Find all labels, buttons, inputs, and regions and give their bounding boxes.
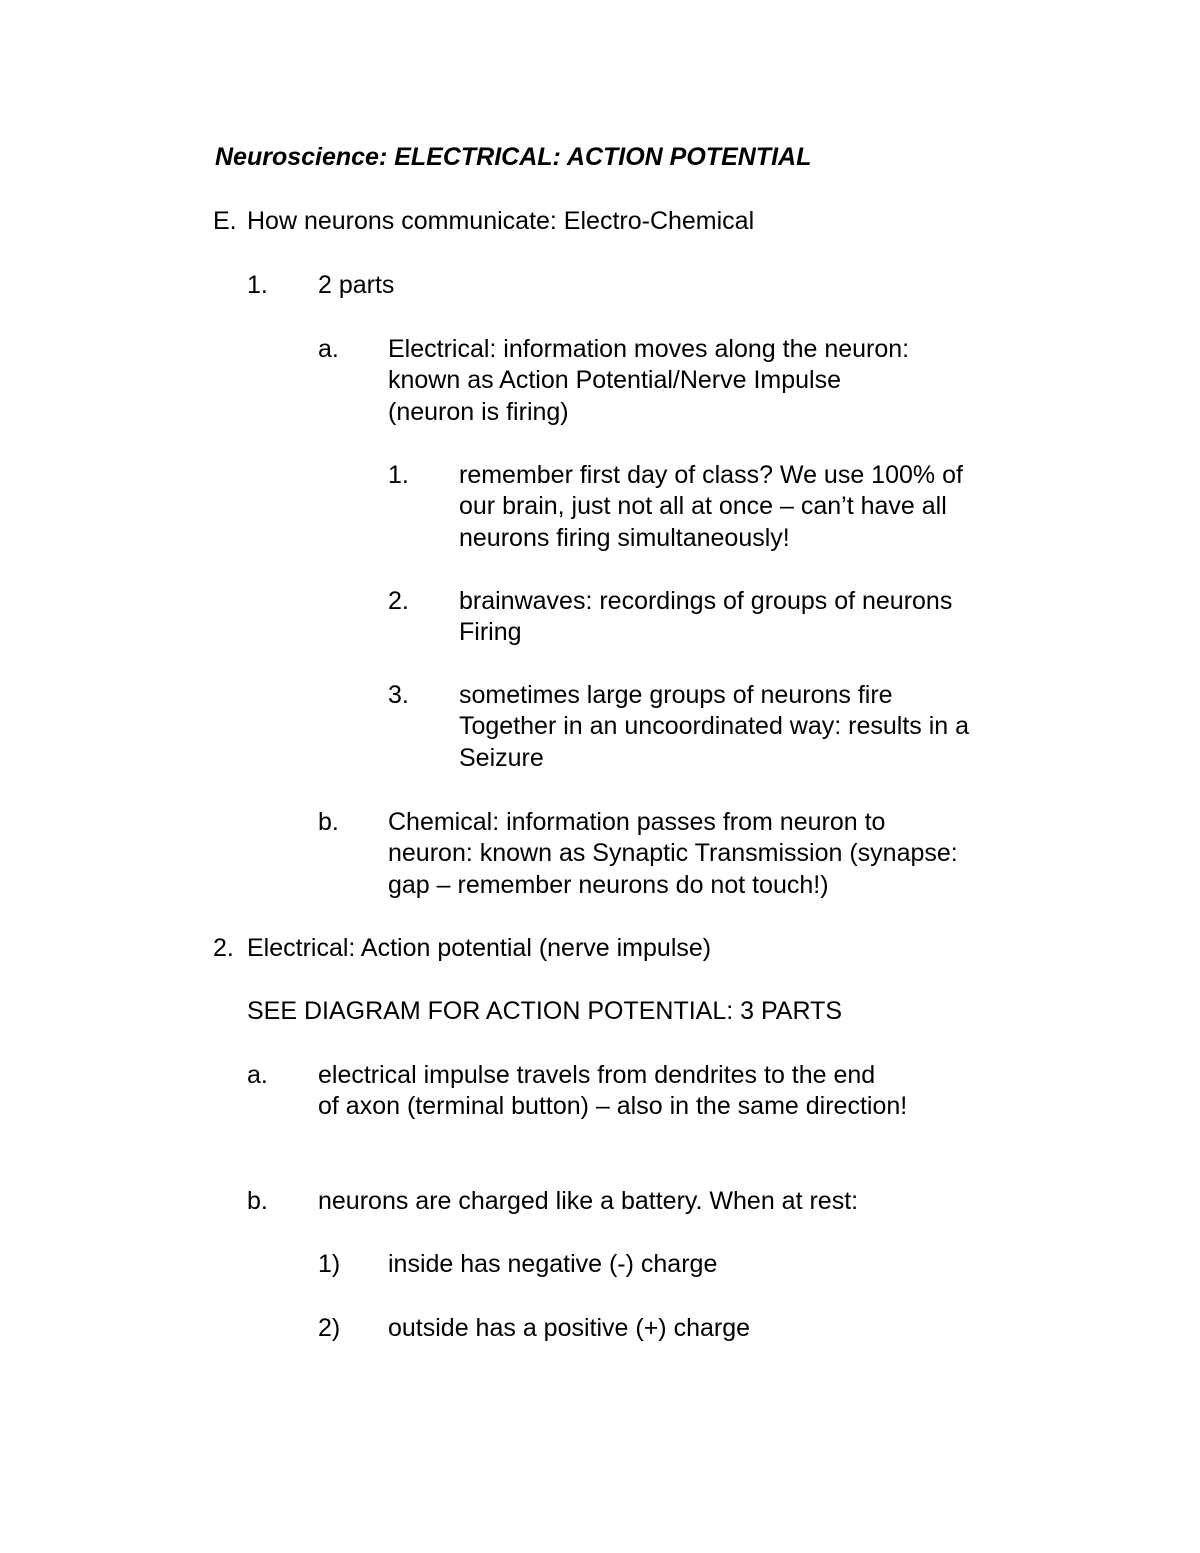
item-2b-marker: b.: [247, 1187, 268, 1215]
item-1-marker: 1.: [247, 271, 268, 299]
point-marker: 1): [318, 1250, 341, 1278]
point-text: outside has a positive (+) charge: [388, 1314, 751, 1342]
point-marker: 1.: [388, 461, 409, 489]
item-1a-line: Electrical: information moves along the neuron:: [388, 335, 910, 363]
point-marker: 2): [318, 1314, 341, 1342]
item-1-text: 2 parts: [318, 271, 395, 299]
document-title: Neuroscience: ELECTRICAL: ACTION POTENTIAL: [215, 143, 812, 171]
item-2-marker: 2.: [213, 934, 234, 962]
item-1b-line: Chemical: information passes from neuron to: [388, 808, 886, 836]
point-text: inside has negative (-) charge: [388, 1250, 718, 1278]
item-2a-line: of axon (terminal button) – also in the same direction!: [318, 1092, 908, 1120]
point-line: sometimes large groups of neurons fire: [459, 681, 893, 709]
item-2a-line: electrical impulse travels from dendrites to the end: [318, 1061, 876, 1089]
item-2b-text: neurons are charged like a battery. When at rest:: [318, 1187, 859, 1215]
item-1a-marker: a.: [318, 335, 339, 363]
point-line: Together in an uncoordinated way: results in a: [459, 712, 970, 740]
point-line: our brain, just not all at once – can’t have all: [459, 492, 947, 520]
item-2a-marker: a.: [247, 1061, 268, 1089]
see-diagram-note: SEE DIAGRAM FOR ACTION POTENTIAL: 3 PARTS: [247, 997, 843, 1025]
point-line: remember first day of class? We use 100% of: [459, 461, 963, 489]
item-1b-line: neuron: known as Synaptic Transmission (synapse:: [388, 839, 958, 867]
item-1b-line: gap – remember neurons do not touch!): [388, 871, 829, 899]
point-line: brainwaves: recordings of groups of neurons: [459, 587, 953, 615]
section-e-heading: How neurons communicate: Electro-Chemical: [247, 207, 755, 235]
point-marker: 2.: [388, 587, 409, 615]
item-1a-line: (neuron is firing): [388, 398, 569, 426]
item-2-text: Electrical: Action potential (nerve impulse): [247, 934, 712, 962]
point-line: Seizure: [459, 744, 544, 772]
point-line: neurons firing simultaneously!: [459, 524, 790, 552]
section-e-label: E.: [213, 207, 237, 235]
point-marker: 3.: [388, 681, 409, 709]
item-1b-marker: b.: [318, 808, 339, 836]
item-1a-line: known as Action Potential/Nerve Impulse: [388, 366, 842, 394]
point-line: Firing: [459, 618, 522, 646]
